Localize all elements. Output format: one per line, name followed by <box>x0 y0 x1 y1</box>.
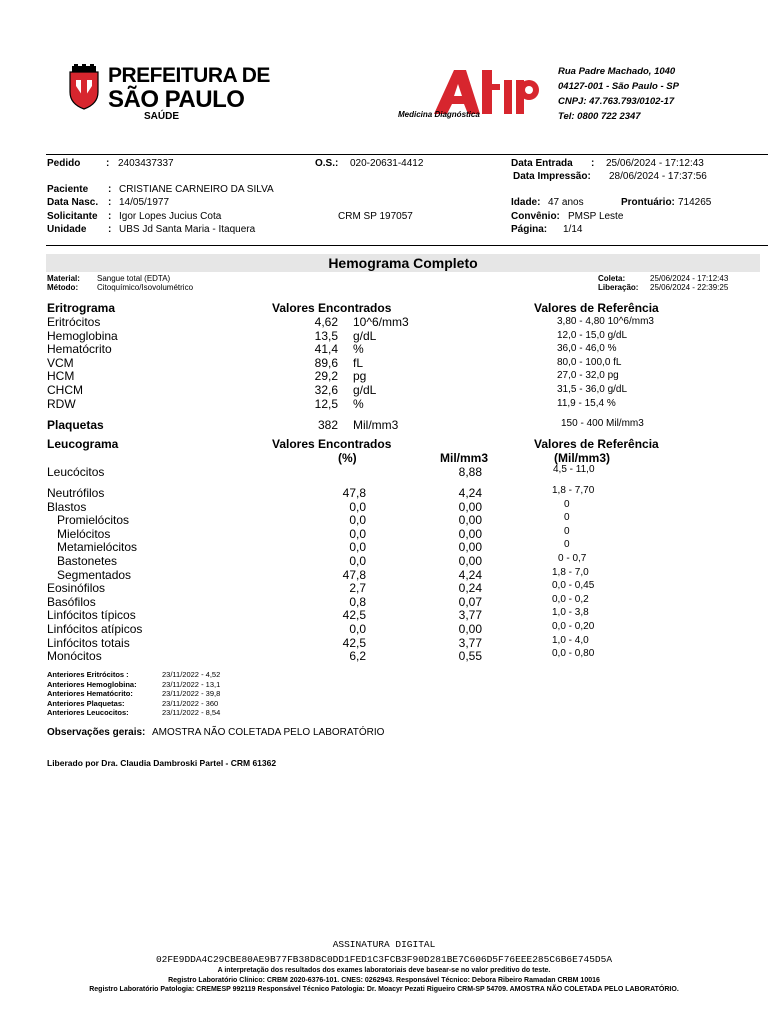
leuco-row-ref: 0,0 - 0,45 <box>552 580 595 592</box>
paciente-label: Paciente <box>47 184 89 195</box>
leuco-row-abs: 0,00 <box>458 499 482 514</box>
lab-address <box>558 64 679 124</box>
leuco-row-name: Linfócitos atípicos <box>47 622 143 636</box>
leuco-row-pct: 42,5 <box>342 608 366 623</box>
idade-value: 47 anos <box>548 197 584 208</box>
prefeitura-line3: SAÚDE <box>144 111 180 122</box>
leucocitos-abs: 8,88 <box>458 465 482 479</box>
pagina-value: 1/14 <box>563 224 583 235</box>
anteriores-value: 23/11/2022 - 360 <box>162 698 219 708</box>
leuco-row-ref: 0,0 - 0,20 <box>552 621 595 632</box>
metodo-label: Método: <box>47 283 79 292</box>
liberacao-label: Liberação: <box>598 283 639 292</box>
leuco-row-pct: 42,5 <box>342 635 366 650</box>
leuco-row-pct: 6,2 <box>349 649 366 664</box>
plaquetas-ref: 150 - 400 Mil/mm3 <box>561 418 644 429</box>
address-line: CNPJ: 47.763.793/0102-17 <box>558 96 675 107</box>
anteriores-label: Anteriores Plaquetas: <box>47 698 125 708</box>
signature-hash: 02FE9DDA4C29CBE80AE9B77FB38D8C0DD1FED1C3FCB3F90D281BE7C606D5F76EEE285C6B6E745D5A <box>155 954 613 965</box>
leuco-row-ref: 0 <box>564 525 570 537</box>
leuco-row-pct: 0,0 <box>349 622 366 636</box>
eritro-row-ref: 11,9 - 15,4 % <box>557 397 616 409</box>
leuco-row-abs: 3,77 <box>458 608 482 623</box>
eritro-row-ref: 27,0 - 32,0 pg <box>557 370 619 382</box>
leuco-row-name: Linfócitos totais <box>47 635 130 650</box>
footer-line1: A interpretação dos resultados dos exames laboratoriais deve basear-se no valor preditivo do teste. <box>217 967 551 974</box>
leuco-row-ref: 1,8 - 7,0 <box>552 566 589 578</box>
plaquetas-name: Plaquetas <box>47 418 104 432</box>
leuco-row-ref: 1,0 - 3,8 <box>552 607 589 619</box>
leuco-row-abs: 4,24 <box>458 486 482 500</box>
observacoes-text: AMOSTRA NÃO COLETADA PELO LABORATÓRIO <box>152 727 385 738</box>
leuco-ref-header: Valores de Referência <box>534 437 659 451</box>
prontuario-value: 714265 <box>678 197 712 208</box>
eritro-row-unit: g/dL <box>353 383 377 397</box>
leucocitos-name: Leucócitos <box>47 465 105 479</box>
leuco-values-header: Valores Encontrados <box>272 437 392 451</box>
leuco-pct-header: (%) <box>338 451 357 465</box>
leucocitos-ref: 4,5 - 11,0 <box>553 464 595 475</box>
sao-paulo-coat-of-arms-icon <box>66 64 102 110</box>
data-entrada-value: 25/06/2024 - 17:12:43 <box>606 158 704 169</box>
eritro-row-ref: 31,5 - 36,0 g/dL <box>557 384 628 395</box>
leuco-row-pct: 47,8 <box>342 486 366 500</box>
eritro-row-value: 13,5 <box>314 328 338 343</box>
prefeitura-line1: PREFEITURA DE <box>108 64 270 87</box>
coleta-value: 25/06/2024 - 17:12:43 <box>650 274 729 283</box>
anteriores-label: Anteriores Eritrócitos : <box>47 670 129 679</box>
anteriores-value: 23/11/2022 - 4,52 <box>162 670 221 679</box>
unidade-label: Unidade <box>47 224 87 235</box>
eritro-row-value: 29,2 <box>314 369 338 384</box>
leuco-row-name: Linfócitos típicos <box>47 608 136 623</box>
leuco-row-abs: 0,00 <box>458 513 482 528</box>
anteriores-value: 23/11/2022 - 8,54 <box>162 708 221 718</box>
anteriores-label: Anteriores Leucocitos: <box>47 708 129 718</box>
eritro-row-name: HCM <box>47 369 75 384</box>
leuco-row-pct: 47,8 <box>342 567 366 582</box>
eritro-row-name: RDW <box>47 396 76 411</box>
pedido-label: Pedido <box>47 158 81 169</box>
nasc-label: Data Nasc. <box>47 197 99 208</box>
eritro-row-ref: 80,0 - 100,0 fL <box>557 356 622 368</box>
eritro-values-header: Valores Encontrados <box>272 301 392 315</box>
os-label: O.S.: <box>315 158 339 169</box>
leuco-row-pct: 0,0 <box>349 540 366 555</box>
anteriores-value: 23/11/2022 - 13,1 <box>162 679 221 689</box>
leuco-ref-subheader: (Mil/mm3) <box>554 451 611 465</box>
leuco-row-abs: 3,77 <box>458 635 482 650</box>
anteriores-label: Anteriores Hematócrito: <box>47 689 133 699</box>
eritro-row-ref: 3,80 - 4,80 10^6/mm3 <box>557 316 654 327</box>
eritro-row-unit: % <box>353 396 364 411</box>
prefeitura-line2: SÃO PAULO <box>108 86 245 113</box>
leuco-row-ref: 0 <box>564 498 570 510</box>
leuco-row-abs: 0,24 <box>458 581 482 596</box>
leucograma-title: Leucograma <box>47 437 119 451</box>
leuco-row-abs: 0,00 <box>458 554 482 568</box>
leuco-row-name: Segmentados <box>57 567 132 582</box>
colon: : <box>108 224 112 235</box>
leuco-row-name: Promielócitos <box>57 513 130 528</box>
eritro-row-name: Hemoglobina <box>47 328 118 343</box>
eritro-row-ref: 12,0 - 15,0 g/dL <box>557 329 628 341</box>
eritro-row-value: 89,6 <box>314 355 338 370</box>
eritro-row-name: Hematócrito <box>47 342 112 357</box>
data-impressao-label: Data Impressão: <box>513 171 591 182</box>
colon: : <box>591 158 595 169</box>
address-line: Rua Padre Machado, 1040 <box>558 66 676 77</box>
prefeitura-logo <box>66 64 270 124</box>
eritro-row-name: Eritrócitos <box>47 315 101 329</box>
leuco-row-name: Bastonetes <box>57 554 118 568</box>
afip-mark-icon <box>396 66 541 116</box>
divider <box>46 154 768 155</box>
material-value: Sangue total (EDTA) <box>97 274 171 283</box>
eritro-row-ref: 36,0 - 46,0 % <box>557 343 617 355</box>
leuco-row-pct: 0,0 <box>349 499 366 514</box>
convenio-label: Convênio: <box>511 211 560 222</box>
eritro-row-value: 4,62 <box>314 315 338 329</box>
leuco-row-name: Blastos <box>47 499 87 514</box>
unidade-value: UBS Jd Santa Maria - Itaquera <box>119 224 256 235</box>
metodo-value: Citoquímico/Isovolumétrico <box>97 283 194 292</box>
leuco-row-ref: 1,0 - 4,0 <box>552 634 589 646</box>
leuco-row-ref: 0,0 - 0,2 <box>552 593 589 605</box>
afip-logo <box>396 66 541 122</box>
colon: : <box>108 184 112 195</box>
colon: : <box>108 211 112 222</box>
idade-label: Idade: <box>511 197 541 208</box>
colon: : <box>106 158 110 169</box>
eritro-row-name: CHCM <box>47 383 83 397</box>
leuco-row-ref: 0,0 - 0,80 <box>552 648 595 660</box>
footer-line2: Registro Laboratório Clínico: CRBM 2020-6376-101. CNES: 0262943. Responsável Técnico: Debora Ribeiro Ramadan CRBM 10016 <box>168 977 600 984</box>
liberacao-value: 25/06/2024 - 22:39:25 <box>650 283 729 292</box>
liberado-por: Liberado por Dra. Claudia Dambroski Partel - CRM 61362 <box>47 758 277 768</box>
leuco-row-ref: 1,8 - 7,70 <box>552 485 595 496</box>
leuco-row-abs: 0,55 <box>458 649 482 664</box>
eritro-row-value: 32,6 <box>314 383 338 397</box>
eritrograma-title: Eritrograma <box>47 301 116 315</box>
paciente-value: CRISTIANE CARNEIRO DA SILVA <box>119 184 274 195</box>
leuco-abs-header: Mil/mm3 <box>440 451 489 465</box>
crm-value: CRM SP 197057 <box>338 211 413 222</box>
address-line: Tel: 0800 722 2347 <box>558 111 641 122</box>
pedido-value: 2403437337 <box>118 158 174 169</box>
eritro-row-unit: fL <box>353 355 364 370</box>
nasc-value: 14/05/1977 <box>119 197 170 208</box>
leuco-row-name: Metamielócitos <box>57 540 138 555</box>
leuco-row-abs: 0,07 <box>458 594 482 609</box>
convenio-value: PMSP Leste <box>568 211 624 222</box>
leuco-row-name: Monócitos <box>47 649 102 664</box>
leuco-row-name: Mielócitos <box>57 526 111 541</box>
leuco-row-name: Eosinófilos <box>47 581 106 596</box>
leuco-row-abs: 0,00 <box>458 526 482 541</box>
eritro-row-unit: g/dL <box>353 328 377 343</box>
eritro-row-value: 12,5 <box>314 396 338 411</box>
divider <box>46 245 768 246</box>
eritro-row-unit: pg <box>353 369 367 384</box>
address-line: 04127-001 - São Paulo - SP <box>558 81 679 92</box>
leuco-row-pct: 0,0 <box>349 526 366 541</box>
leuco-row-ref: 0 - 0,7 <box>558 553 587 564</box>
solicitante-label: Solicitante <box>47 211 98 222</box>
anteriores-value: 23/11/2022 - 39,8 <box>162 689 221 699</box>
pagina-label: Página: <box>511 224 548 235</box>
leuco-row-abs: 4,24 <box>458 567 482 582</box>
leuco-row-pct: 0,8 <box>349 594 366 609</box>
leuco-row-name: Neutrófilos <box>47 486 105 500</box>
prontuario-label: Prontuário: <box>621 197 675 208</box>
exam-title-bar <box>46 254 760 272</box>
colon: : <box>108 197 112 208</box>
leuco-row-abs: 0,00 <box>458 622 482 636</box>
assinatura-digital-label: ASSINATURA DIGITAL <box>332 939 436 950</box>
os-value: 020-20631-4412 <box>350 158 424 169</box>
data-impressao-value: 28/06/2024 - 17:37:56 <box>609 171 707 182</box>
plaquetas-value: 382 <box>317 418 338 432</box>
anteriores-label: Anteriores Hemoglobina: <box>47 679 137 689</box>
eritro-ref-header: Valores de Referência <box>534 301 659 315</box>
observacoes-label: Observações gerais: <box>47 727 146 738</box>
eritro-row-unit: % <box>353 342 364 357</box>
leuco-row-pct: 0,0 <box>349 513 366 528</box>
material-label: Material: <box>47 274 80 283</box>
data-entrada-label: Data Entrada <box>511 158 573 169</box>
footer-line3: Registro Laboratório Patologia: CREMESP 992119 Responsável Técnico Patologia: Dr. Moacyr Pezati Rigueiro CRM-SP 54709. AMOSTRA NÃO COLETADA PELO LABORATÓRIO. <box>89 986 679 993</box>
exam-title: Hemograma Completo <box>328 255 478 271</box>
plaquetas-unit: Mil/mm3 <box>353 418 399 432</box>
leuco-row-ref: 0 <box>564 539 570 551</box>
solicitante-value: Igor Lopes Jucius Cota <box>119 211 222 222</box>
leuco-row-ref: 0 <box>564 512 570 524</box>
eritro-row-name: VCM <box>47 355 74 370</box>
leuco-row-pct: 2,7 <box>349 581 366 596</box>
leuco-row-name: Basófilos <box>47 594 96 609</box>
afip-tagline: Medicina Diagnóstica <box>398 110 480 119</box>
leuco-row-abs: 0,00 <box>458 540 482 555</box>
coleta-label: Coleta: <box>598 274 626 283</box>
eritro-row-value: 41,4 <box>314 342 338 357</box>
eritro-row-unit: 10^6/mm3 <box>353 315 409 329</box>
leuco-row-pct: 0,0 <box>349 554 366 568</box>
